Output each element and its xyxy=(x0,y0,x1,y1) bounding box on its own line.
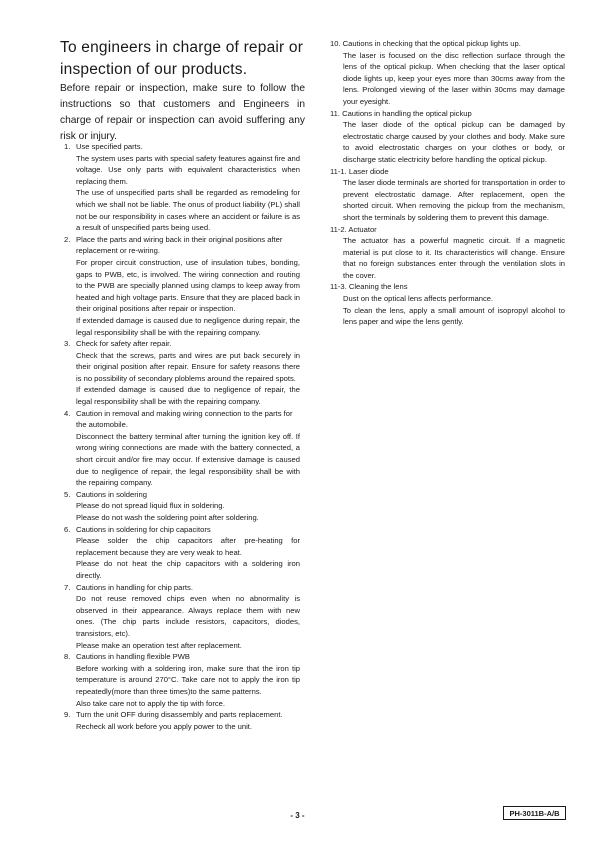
item-heading-text: Cautions in handling flexible PWB xyxy=(76,652,190,662)
item-heading: 11-3. Cleaning the lens xyxy=(330,282,408,292)
list-item xyxy=(60,524,300,582)
page-number: - 3 - xyxy=(290,811,305,820)
left-column xyxy=(60,141,300,732)
item-paragraph: To clean the lens, apply a small amount of isopropyl alcohol to lens paper and wipe the lens gently. xyxy=(343,305,565,327)
list-item xyxy=(330,166,565,224)
item-paragraph: Please do not wash the soldering point after soldering. xyxy=(76,513,259,522)
item-paragraph: If extended damage is caused due to negligence during repair, the legal responsibility shall be with the repairing company. xyxy=(76,315,300,337)
item-heading xyxy=(60,489,300,501)
item-paragraph: The laser diode of the optical pickup can be damaged by electrostatic charge caused by your clothes and body. Make sure to avoid electrostatic charges on your clothes or body, or discharge static electricity before handling the optical pickup. xyxy=(343,120,565,164)
item-paragraph: Also take care not to apply the tip with force. xyxy=(76,698,226,708)
item-heading-text: Cautions in soldering for chip capacitors xyxy=(76,524,211,534)
list-item xyxy=(60,582,300,652)
item-number: 8. xyxy=(64,652,71,662)
item-paragraph: Dust on the optical lens affects performance. xyxy=(343,294,494,304)
list-item xyxy=(60,338,300,408)
list-item xyxy=(60,408,300,489)
list-item xyxy=(330,224,565,282)
item-number: 4. xyxy=(64,408,71,418)
item-heading-text: Place the parts and wiring back in their original positions after replacement or re-wiring. xyxy=(76,234,283,256)
item-heading-text: Caution in removal and making wiring connection to the parts for the automobile. xyxy=(76,408,293,430)
item-paragraph: Please do not spread liquid flux in soldering. xyxy=(76,501,225,511)
item-paragraph: Please make an operation test after replacement. xyxy=(76,640,242,650)
item-paragraph: If extended damage is caused due to negligence of repair, the legal responsibility shall be with the repairing company. xyxy=(76,385,300,407)
item-heading xyxy=(60,651,300,663)
right-column xyxy=(330,38,565,328)
item-heading: 10. Cautions in checking that the optical pickup lights up. xyxy=(330,39,521,48)
list-item xyxy=(60,234,300,338)
list-item xyxy=(60,709,300,732)
item-heading xyxy=(60,338,300,350)
item-paragraph: Check that the screws, parts and wires are put back securely in their original position after repair. Ensure for safety reasons there is no possibility of secondary ploblems around the repaired spots. xyxy=(76,350,300,383)
item-number: 2. xyxy=(64,234,71,244)
item-paragraph: Before working with a soldering iron, make sure that the iron tip temperature is around 270°C. Take care not to apply the iron tip repeatedly(more than three times)to the same patterns. xyxy=(76,663,300,696)
item-heading xyxy=(60,234,300,257)
item-number: 9. xyxy=(64,710,71,720)
item-number: 5. xyxy=(64,489,71,499)
item-heading-text: Check for safety after repair. xyxy=(76,339,172,349)
item-heading-text: Cautions in soldering xyxy=(76,489,147,499)
item-number: 7. xyxy=(64,582,71,592)
item-heading xyxy=(60,408,300,431)
list-item xyxy=(330,281,565,327)
item-heading xyxy=(60,524,300,536)
list-item xyxy=(60,141,300,234)
item-paragraph: For proper circuit construction, use of insulation tubes, bonding, gaps to PWB, etc, is involved. The wiring connection and routing to the PWB are specially planned using clamps to keep away from heated and high voltage parts. Ensure that they are placed back in their original positions after repair or inspection. xyxy=(76,257,300,314)
document-code: PH-3011B-A/B xyxy=(503,806,566,820)
item-heading xyxy=(60,141,300,153)
item-heading xyxy=(60,582,300,594)
item-heading: 11-1. Laser diode xyxy=(330,166,389,176)
intro-paragraph: Before repair or inspection, make sure to follow the instructions so that customers and Engineers in charge of repair or inspection can avoid suffering any risk or injury. xyxy=(60,83,305,142)
item-paragraph: Please do not heat the chip capacitors with a soldering iron directly. xyxy=(76,559,300,580)
list-item xyxy=(60,651,300,709)
item-heading-text: Cautions in handling for chip parts. xyxy=(76,582,193,592)
item-paragraph: Do not reuse removed chips even when no abnormality is observed in their appearance. Always replace them with new ones. (The chip parts include resistors, capacitors, diodes, transistors, etc). xyxy=(76,594,300,638)
item-number: 3. xyxy=(64,339,71,349)
item-heading-text: Turn the unit OFF during disassembly and parts replacement. Recheck all work before you apply power to the unit. xyxy=(76,710,283,731)
item-heading-text: Use specified parts. xyxy=(76,142,143,151)
item-paragraph: Disconnect the battery terminal after turning the ignition key off. If wrong wiring connections are made with the battery connected, a short circuit and/or fire may occur. If extensive damage is caused due to negligence of repair, the legal responsibility shall be with the repairing company. xyxy=(76,431,300,488)
item-paragraph: The use of unspecified parts shall be regarded as remodeling for which we shall not be liable. The onus of product liability (PL) shall not be our responsibility in cases where an accident or failure is as a result of unspecified parts being used. xyxy=(76,188,300,233)
item-paragraph: The actuator has a powerful magnetic circuit. If a magnetic material is put close to it. Its characteristics will change. Ensure that no foreign substances enter through the ventilation slots in the cover. xyxy=(343,236,565,280)
item-paragraph: The laser diode terminals are shorted for transportation in order to prevent electrostatic damage. After replacement, open the shorted circuit. When removing the pickup from the mechanism, short the terminals by soldering them to prevent this damage. xyxy=(343,178,565,222)
item-number: 6. xyxy=(64,524,71,534)
item-paragraph: The system uses parts with special safety features against fire and voltage. Use only parts with equivalent characteristics when replacing them. xyxy=(76,153,300,186)
item-number: 1. xyxy=(64,142,71,151)
item-heading: 11-2. Actuator xyxy=(330,224,377,234)
item-paragraph: Please solder the chip capacitors after pre-heating for replacement because they are very weak to heat. xyxy=(76,536,300,557)
list-item xyxy=(330,108,565,166)
item-heading: 11. Cautions in handling the optical pickup xyxy=(330,108,472,118)
page-title: To engineers in charge of repair or inspection of our products. xyxy=(60,39,304,78)
list-item xyxy=(330,38,565,108)
item-heading xyxy=(60,709,300,732)
list-item xyxy=(60,489,300,524)
item-paragraph: The laser is focused on the disc reflection surface through the lens of the optical pickup. When checking that the laser optical diode lights up, keep your eyes more than 30cms away from the lens. Prolonged viewing of the laser within 30cms may damage your eyesight. xyxy=(343,50,565,106)
